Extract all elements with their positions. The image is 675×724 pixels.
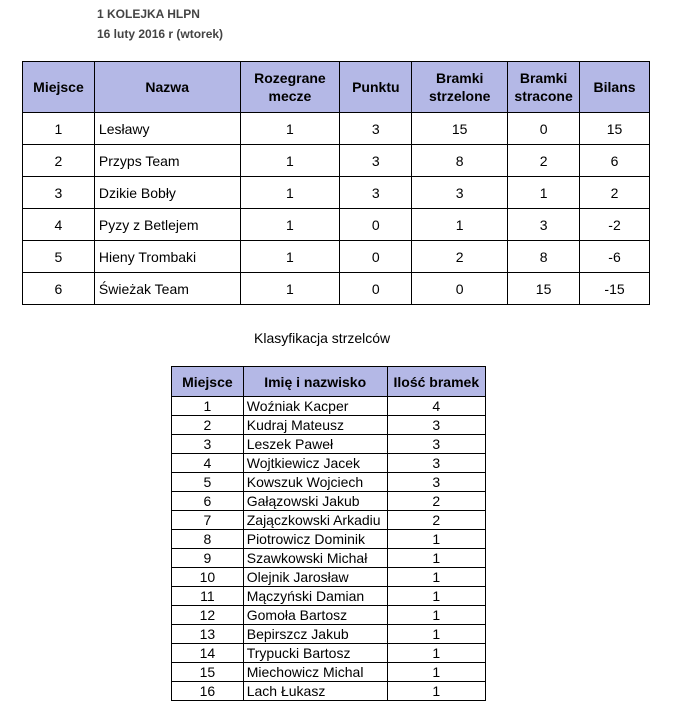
cell-goal-count: 3	[387, 435, 485, 454]
cell-goals-against: 8	[508, 241, 580, 273]
cell-played: 1	[240, 241, 340, 273]
cell-place: 5	[23, 241, 95, 273]
cell-player-name: Woźniak Kacper	[243, 397, 387, 416]
table-row	[172, 473, 486, 492]
cell-place: 3	[172, 435, 244, 454]
cell-place: 7	[172, 511, 244, 530]
table-row	[172, 454, 486, 473]
table-row	[23, 241, 650, 273]
cell-points: 0	[340, 209, 412, 241]
cell-goal-count: 3	[387, 416, 485, 435]
cell-place: 15	[172, 663, 244, 682]
cell-balance: -15	[580, 273, 650, 305]
cell-goals-for: 3	[412, 177, 508, 209]
cell-player-name: Piotrowicz Dominik	[243, 530, 387, 549]
table-row	[172, 530, 486, 549]
cell-goal-count: 1	[387, 530, 485, 549]
cell-place: 4	[172, 454, 244, 473]
col-header-points: Punktu	[340, 62, 412, 113]
cell-goal-count: 1	[387, 606, 485, 625]
table-row	[172, 568, 486, 587]
cell-goal-count: 1	[387, 682, 485, 701]
table-row	[172, 625, 486, 644]
cell-player-name: Mączyński Damian	[243, 587, 387, 606]
cell-team-name: Dzikie Bobły	[94, 177, 240, 209]
cell-goal-count: 1	[387, 549, 485, 568]
cell-goal-count: 3	[387, 473, 485, 492]
cell-points: 0	[340, 241, 412, 273]
col-header-name: Nazwa	[94, 62, 240, 113]
col-header-goals-against: Bramki stracone	[508, 62, 580, 113]
cell-goals-against: 1	[508, 177, 580, 209]
cell-goal-count: 2	[387, 511, 485, 530]
cell-place: 6	[23, 273, 95, 305]
cell-team-name: Pyzy z Betlejem	[94, 209, 240, 241]
table-row	[23, 273, 650, 305]
cell-place: 12	[172, 606, 244, 625]
cell-balance: 6	[580, 145, 650, 177]
col-header-player-name: Imię i nazwisko	[243, 367, 387, 397]
cell-player-name: Leszek Paweł	[243, 435, 387, 454]
cell-balance: -6	[580, 241, 650, 273]
cell-place: 9	[172, 549, 244, 568]
cell-goal-count: 4	[387, 397, 485, 416]
table-row	[172, 663, 486, 682]
col-header-place: Miejsce	[172, 367, 244, 397]
table-row	[172, 416, 486, 435]
table-row	[172, 606, 486, 625]
table-row	[172, 511, 486, 530]
cell-player-name: Trypucki Bartosz	[243, 644, 387, 663]
table-row	[23, 209, 650, 241]
cell-place: 8	[172, 530, 244, 549]
cell-player-name: Kowszuk Wojciech	[243, 473, 387, 492]
cell-balance: 2	[580, 177, 650, 209]
table-row	[172, 682, 486, 701]
cell-goals-for: 0	[412, 273, 508, 305]
cell-played: 1	[240, 177, 340, 209]
table-row	[172, 492, 486, 511]
table-row	[172, 397, 486, 416]
cell-played: 1	[240, 145, 340, 177]
col-header-balance: Bilans	[580, 62, 650, 113]
col-header-goal-count: Ilość bramek	[387, 367, 485, 397]
cell-team-name: Świeżak Team	[94, 273, 240, 305]
scorers-header-row	[172, 367, 486, 397]
cell-player-name: Wojtkiewicz Jacek	[243, 454, 387, 473]
cell-team-name: Hieny Trombaki	[94, 241, 240, 273]
table-row	[23, 145, 650, 177]
cell-player-name: Szawkowski Michał	[243, 549, 387, 568]
cell-goal-count: 3	[387, 454, 485, 473]
cell-team-name: Lesławy	[94, 113, 240, 145]
cell-goals-for: 8	[412, 145, 508, 177]
table-row	[172, 587, 486, 606]
cell-points: 3	[340, 113, 412, 145]
cell-player-name: Olejnik Jarosław	[243, 568, 387, 587]
cell-played: 1	[240, 273, 340, 305]
cell-goal-count: 2	[387, 492, 485, 511]
table-row	[172, 435, 486, 454]
cell-goals-for: 15	[412, 113, 508, 145]
cell-balance: -2	[580, 209, 650, 241]
table-row	[23, 113, 650, 145]
cell-played: 1	[240, 209, 340, 241]
cell-played: 1	[240, 113, 340, 145]
cell-place: 5	[172, 473, 244, 492]
cell-goals-against: 0	[508, 113, 580, 145]
cell-place: 1	[172, 397, 244, 416]
standings-header-row	[23, 62, 650, 113]
cell-goals-against: 15	[508, 273, 580, 305]
cell-place: 6	[172, 492, 244, 511]
cell-goal-count: 1	[387, 625, 485, 644]
cell-goals-against: 3	[508, 209, 580, 241]
cell-place: 14	[172, 644, 244, 663]
cell-place: 1	[23, 113, 95, 145]
cell-place: 2	[172, 416, 244, 435]
cell-goal-count: 1	[387, 587, 485, 606]
cell-place: 10	[172, 568, 244, 587]
cell-place: 3	[23, 177, 95, 209]
cell-goals-against: 2	[508, 145, 580, 177]
cell-player-name: Gomoła Bartosz	[243, 606, 387, 625]
round-date: 16 luty 2016 r (wtorek)	[97, 27, 224, 41]
cell-place: 16	[172, 682, 244, 701]
cell-player-name: Bepirszcz Jakub	[243, 625, 387, 644]
table-row	[172, 549, 486, 568]
cell-place: 11	[172, 587, 244, 606]
cell-goals-for: 2	[412, 241, 508, 273]
standings-table	[22, 61, 650, 305]
cell-place: 2	[23, 145, 95, 177]
cell-goals-for: 1	[412, 209, 508, 241]
table-row	[172, 644, 486, 663]
cell-balance: 15	[580, 113, 650, 145]
cell-goal-count: 1	[387, 644, 485, 663]
scorers-table	[171, 366, 486, 701]
cell-player-name: Lach Łukasz	[243, 682, 387, 701]
col-header-goals-for: Bramki strzelone	[412, 62, 508, 113]
table-row	[23, 177, 650, 209]
cell-points: 3	[340, 145, 412, 177]
cell-goal-count: 1	[387, 568, 485, 587]
col-header-place: Miejsce	[23, 62, 95, 113]
cell-points: 0	[340, 273, 412, 305]
cell-points: 3	[340, 177, 412, 209]
cell-place: 13	[172, 625, 244, 644]
cell-player-name: Kudraj Mateusz	[243, 416, 387, 435]
cell-player-name: Gałązowski Jakub	[243, 492, 387, 511]
cell-player-name: Zajączkowski Arkadiu	[243, 511, 387, 530]
cell-team-name: Przyps Team	[94, 145, 240, 177]
cell-player-name: Miechowicz Michal	[243, 663, 387, 682]
cell-goal-count: 1	[387, 663, 485, 682]
cell-place: 4	[23, 209, 95, 241]
col-header-played: Rozegrane mecze	[240, 62, 340, 113]
scorers-title: Klasyfikacja strzelców	[254, 330, 391, 346]
round-title: 1 KOLEJKA HLPN	[97, 7, 200, 21]
